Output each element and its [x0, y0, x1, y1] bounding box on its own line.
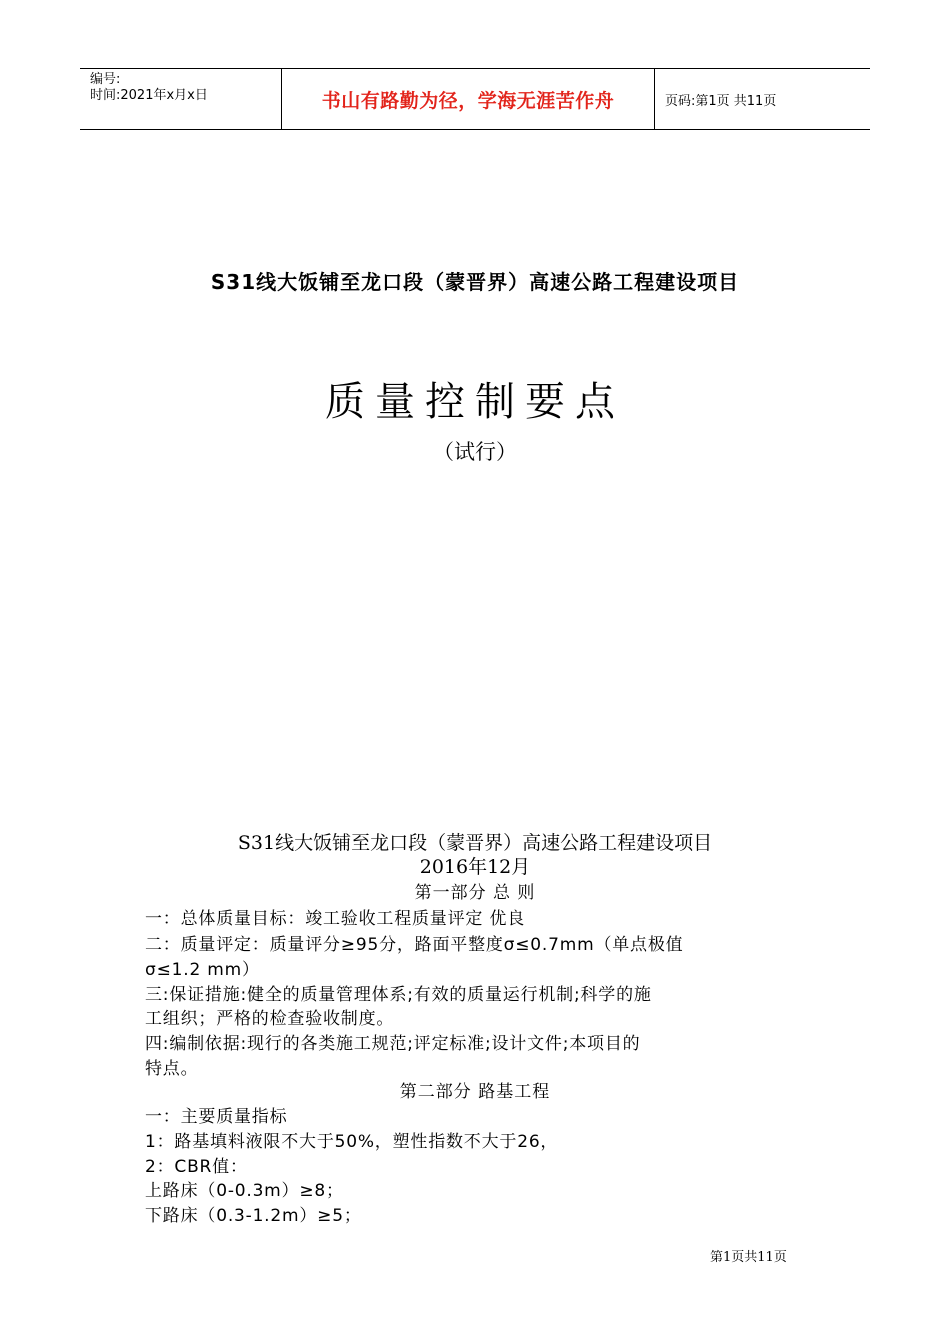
page-info: 页码:第1页 共11页: [665, 93, 777, 109]
page-footer: 第1页共11页: [710, 1250, 787, 1265]
part1-line: 四:编制依据:现行的各类施工规范;评定标准;设计文件;本项目的: [145, 1034, 641, 1054]
part1-line: 工组织；严格的检查验收制度。: [145, 1009, 395, 1029]
header-meta-cell: [80, 69, 282, 129]
code-label: 编号:: [90, 72, 121, 87]
header-motto-cell: [282, 69, 655, 129]
time-label: 时间:2021年x月x日: [90, 88, 208, 103]
part2-heading: 第二部分 路基工程: [399, 1082, 551, 1102]
project-title-secondary: S31线大饭铺至龙口段（蒙晋界）高速公路工程建设项目: [237, 832, 713, 854]
main-title: 质量控制要点: [325, 379, 625, 425]
part1-line: σ≤1.2 mm）: [145, 960, 260, 980]
document-date: 2016年12月: [419, 856, 531, 878]
part1-line: 二：质量评定：质量评分≥95分，路面平整度σ≤0.7mm（单点极值: [145, 935, 684, 955]
part1-line: 三:保证措施:健全的质量管理体系;有效的质量运行机制;科学的施: [145, 985, 652, 1005]
motto: 书山有路勤为径，学海无涯苦作舟: [321, 89, 615, 112]
document-header: [80, 68, 870, 130]
part2-line: 一：主要质量指标: [145, 1107, 288, 1127]
part2-line: 2：CBR值：: [145, 1157, 248, 1177]
part1-line: 一：总体质量目标：竣工验收工程质量评定 优良: [145, 909, 526, 929]
header-page-cell: [655, 69, 870, 129]
part2-line: 1：路基填料液限不大于50%，塑性指数不大于26，: [145, 1132, 559, 1152]
subtitle: （试行）: [433, 440, 517, 464]
part1-line: 特点。: [145, 1059, 199, 1079]
part2-line: 下路床（0.3-1.2m）≥5；: [145, 1206, 362, 1226]
part2-line: 上路床（0-0.3m）≥8；: [145, 1181, 344, 1201]
project-title: S31线大饭铺至龙口段（蒙晋界）高速公路工程建设项目: [210, 270, 740, 294]
part1-heading: 第一部分 总 则: [414, 883, 536, 903]
